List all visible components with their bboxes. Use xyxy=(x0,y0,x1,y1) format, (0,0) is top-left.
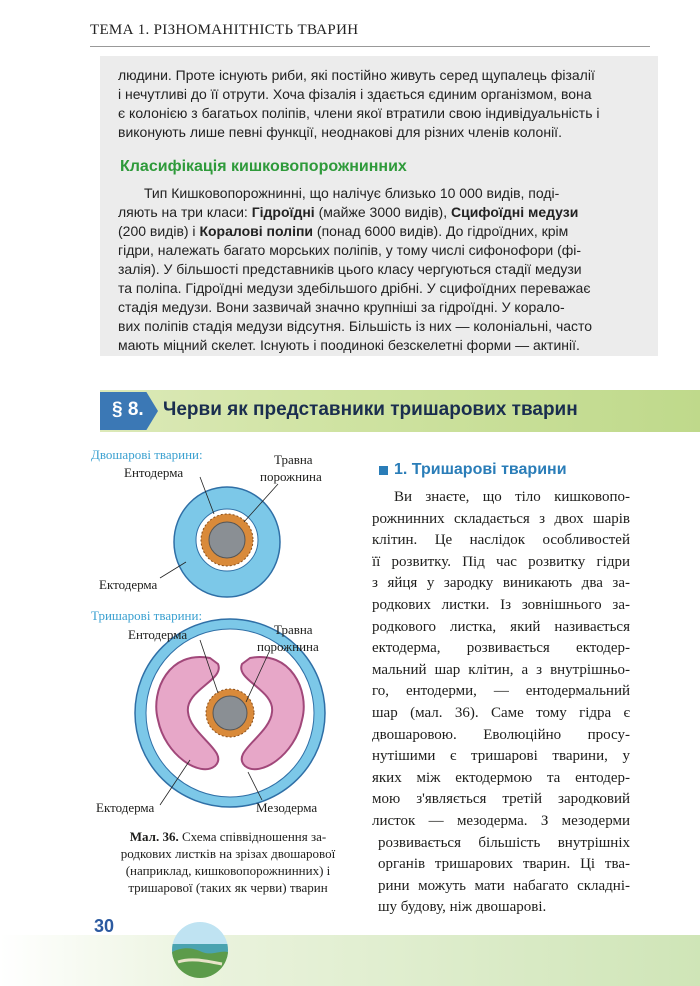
header-title: ТЕМА 1. РІЗНОМАНІТНІСТЬ ТВАРИН xyxy=(90,22,359,38)
subsection-heading: 1. Тришарові тварини xyxy=(394,461,567,478)
term-hydroid: Гідроїдні xyxy=(251,204,315,220)
ectoderm-label: Ектодерма xyxy=(96,800,155,815)
text-line: мальний шар клітин, а з внутрішньо- xyxy=(372,661,630,678)
gut-cavity-label-2: порожнина xyxy=(257,639,319,654)
text-line: її розвитку. Під час розвитку гідри xyxy=(372,553,630,570)
mesoderm-label: Мезодерма xyxy=(256,800,318,815)
page-number: 30 xyxy=(94,916,115,936)
two-layer-title: Двошарові тварини: xyxy=(91,447,203,462)
figure-caption xyxy=(92,828,364,896)
gut-cavity xyxy=(213,696,247,730)
text-line: родкового листка, який називається xyxy=(372,618,630,635)
footer-bar xyxy=(0,935,700,986)
text-line: органів тришарових тварин. Ці тва- xyxy=(378,856,630,873)
text-run: ляють на три класи: xyxy=(118,204,248,220)
two-layer-diagram xyxy=(160,477,280,597)
subsection-body xyxy=(372,487,630,919)
term-scyphoid: Сцифоїдні медузи xyxy=(450,204,579,220)
text-line: клітин. Це наслідок особливостей xyxy=(372,532,630,549)
term-coral: Коралові поліпи xyxy=(199,223,314,239)
text-line: шар (мал. 36). Саме тому гідра є xyxy=(372,704,630,721)
text-line: листок — мезодерма. З мезодерми xyxy=(372,812,630,829)
text-line: вих поліпів стадія медузи відсутня. Більшість із них — колоніальні, часто xyxy=(118,318,593,334)
caption-line xyxy=(92,828,364,845)
section-number: § 8. xyxy=(112,399,144,420)
text-line: та поліпа. Гідроїдні медузи здебільшого дрібні. У сцифоїдних переважає xyxy=(118,280,591,296)
text-line: ектодерма, розвивається ектодер- xyxy=(372,640,630,657)
gut-cavity-label-1: Травна xyxy=(274,622,313,637)
caption-line: родкових листків на зрізах двошарової xyxy=(120,846,336,861)
text-line: гідри, належать багато морських поліпів, у тому числі сифонофори (фі- xyxy=(118,242,582,258)
text-line: нутішими є тришарові тварини, у xyxy=(372,748,630,765)
gut-cavity-label-1: Травна xyxy=(274,452,313,467)
three-layer-title: Тришарові тварини: xyxy=(91,608,203,623)
text-line: Ви знаєте, що тіло кишковопо- xyxy=(394,489,630,505)
caption-line: (наприклад, кишковопорожнинних) і xyxy=(125,863,331,878)
caption-line: тришарової (таких як черви) тварин xyxy=(128,880,328,895)
text-line: двошаровою. Еволюційно просу- xyxy=(372,726,630,743)
text-line: мають міцний скелет. Існують і поодинокі безскелетні форми — актинії. xyxy=(118,337,580,353)
section-name: Черви як представники тришарових тварин xyxy=(162,399,578,420)
text-line: людини. Проте існують риби, які постійно живуть серед щупалець фізалії xyxy=(118,67,595,83)
text-line: і нечутливі до її отрути. Хоча фізалія і здається єдиним організмом, вона xyxy=(118,86,592,102)
text-line: рини можуть мати набагато складні- xyxy=(378,877,630,894)
text-line: залія). У більшості представників цього класу чергуються стадії медузи xyxy=(118,261,582,277)
text-line: виконують лише певні функції, неоднакові для різних членів колонії. xyxy=(118,124,562,140)
text-line: Тип Кишковопорожнинні, що налічує близько 10 000 видів, поді- xyxy=(144,185,560,201)
bullet-square-icon xyxy=(379,466,388,475)
text-line: шу будову, ніж двошарові. xyxy=(378,899,547,916)
text-line: мою з'являється третій зародковий xyxy=(372,791,630,808)
landscape-thumbnail-icon xyxy=(172,922,228,978)
text-line: го, ентодерми, — ентодермальний xyxy=(372,683,630,700)
caption-label: Мал. 36. xyxy=(129,829,179,844)
text-line: яких між ектодермою та ентодер- xyxy=(372,769,630,786)
text-line: розвивається більшість внутрішніх xyxy=(378,834,630,851)
gut-cavity xyxy=(209,522,245,558)
text-run: (майже 3000 видів), xyxy=(318,204,448,220)
text-line: стадія медузи. Вони зазвичай значно крупніші за гідроїдні. У коралo- xyxy=(118,299,565,315)
text-run: (понад 6000 видів). До гідроїдних, крім xyxy=(316,223,569,239)
endoderm-label: Ентодерма xyxy=(124,465,184,480)
text-run: (200 видів) і xyxy=(118,223,196,239)
classification-heading: Класифікація кишковопорожнинних xyxy=(120,158,407,175)
endoderm-label: Ентодерма xyxy=(128,627,188,642)
text-line: є колонією з багатьох поліпів, члени якої втратили свою індивідуальність і xyxy=(118,105,600,121)
caption-text: Схема співвідношення за- xyxy=(181,829,327,844)
text-line: родкових листки. Із зовнішнього за- xyxy=(372,596,630,613)
text-line: рожнинних складається з двох шарів xyxy=(372,510,630,527)
text-line: з яйця у зародку виникають два за- xyxy=(372,575,630,592)
gut-cavity-label-2: порожнина xyxy=(260,469,322,484)
ectoderm-label: Ектодерма xyxy=(99,577,158,592)
